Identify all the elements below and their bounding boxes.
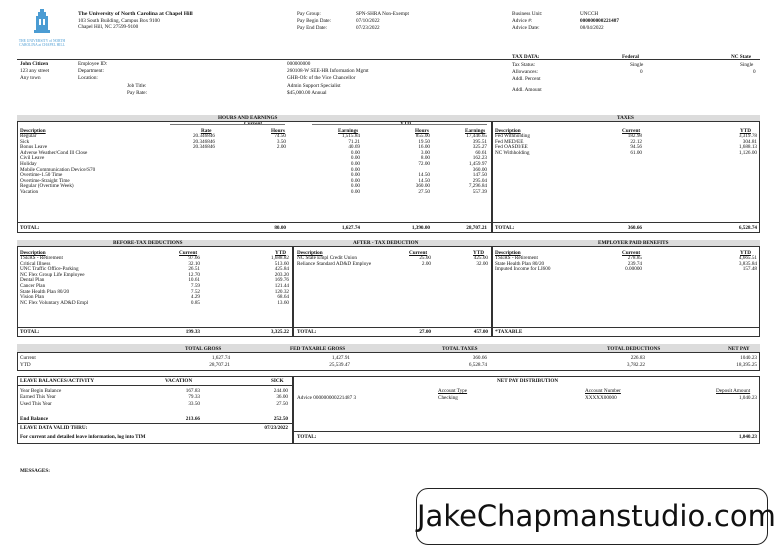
summary-total-deductions-header: TOTAL DEDUCTIONS — [607, 346, 661, 352]
before-tax-total-ytd: 3,325.22 — [270, 329, 289, 335]
ytd-bracket-line — [312, 124, 487, 125]
summary-ytd-net-pay: 18,395.25 — [736, 362, 757, 368]
leave-end-vacation: 213.66 — [185, 416, 200, 422]
summary-ytd-deductions: 3,782.22 — [626, 362, 645, 368]
department-label: Department: — [78, 68, 104, 74]
taxes-current-header: Current — [622, 128, 641, 134]
before-tax-current-header: Current — [179, 250, 198, 256]
hours-earnings-header: Earnings — [338, 128, 359, 134]
taxes-description-column: Fed Withholding Fed MED/EE Fed OASDI/EE NC Withholding — [495, 133, 530, 156]
summary-current-label: Current — [20, 355, 36, 361]
after-tax-total-rule — [293, 327, 492, 328]
benefits-desc-header: Description — [495, 250, 521, 256]
pay-begin-label: Pay Begin Date: — [297, 18, 331, 24]
summary-ytd-gross: 28,707.21 — [209, 362, 230, 368]
pay-begin-value: 07/10/2022 — [356, 18, 380, 24]
employee-id-label: Employee ID: — [78, 61, 108, 67]
benefits-current-header: Current — [622, 250, 641, 256]
earnings-current-column: 1,515.84 71.21 40.69 0.00 0.00 0.00 0.00 0.00 0.00 0.00 0.00 — [341, 133, 360, 195]
summary-current-taxes: 360.66 — [472, 355, 487, 361]
before-tax-ytd-header: YTD — [275, 250, 286, 256]
employer-name: The University of North Carolina at Chapel Hill — [78, 11, 193, 17]
tax-data-state-header: NC State — [731, 54, 752, 60]
pay-group-value: SPN-SHRA Non-Exempt — [356, 11, 409, 17]
net-pay-total-rule — [293, 431, 760, 432]
before-tax-ytd-column: 1,688.82 513.60 425.84 203.20 169.76 121.44 120.32 68.64 13.60 — [270, 255, 289, 306]
taxes-ytd-column: 3,319.78 304.81 1,688.13 1,126.00 — [738, 133, 757, 156]
bell-tower-icon — [18, 8, 66, 34]
summary-current-gross: 1,627.74 — [211, 355, 230, 361]
hours-ytd-hours-header: Hours — [415, 128, 429, 134]
net-pay-distribution-panel — [293, 376, 760, 444]
before-tax-total-rule — [17, 327, 293, 328]
after-tax-title: AFTER - TAX DEDUCTION — [353, 240, 419, 246]
watermark-badge — [416, 488, 776, 545]
net-pay-advice: Advice 000000000221487 3 — [297, 395, 357, 401]
summary-current-deductions: 226.83 — [630, 355, 645, 361]
taxes-ytd-header: YTD — [740, 128, 751, 134]
advice-number-value: 000000000221487 — [580, 18, 619, 24]
net-pay-deposit-amount: 1,040.23 — [738, 395, 757, 401]
after-tax-total-label: TOTAL: — [297, 329, 317, 335]
hours-total-ytd-hours: 1,390.00 — [411, 225, 430, 231]
leave-sick-column: 244.00 36.00 27.50 — [273, 388, 288, 407]
leave-tim-note: For current and detailed leave information, log into TIM — [20, 434, 146, 440]
after-tax-description-column: NC State Empl Credit Union Reliance Standard AD&D Employe — [297, 255, 372, 267]
current-bracket-line — [170, 124, 285, 125]
summary-total-gross-header: TOTAL GROSS — [185, 346, 222, 352]
taxes-desc-header: Description — [495, 128, 521, 134]
after-tax-current-header: Current — [409, 250, 428, 256]
allowances-label: Allowances: — [512, 69, 538, 75]
benefits-ytd-column: 4,665.51 3,835.84 157.48 — [738, 255, 757, 273]
summary-current-fed-taxable: 1,427.91 — [331, 355, 350, 361]
logo-text: THE UNIVERSITY of NORTH CAROLINA at CHAPEL HILL — [18, 39, 66, 48]
leave-end-balance-label: End Balance — [20, 416, 49, 422]
summary-ytd-label: YTD — [20, 362, 31, 368]
location-label: Location: — [78, 75, 98, 81]
before-tax-description-column: TSERS - Retirement Critical Illness UNC Traffic Office-Parking NC Flex Group Life Employee Dental Plan Cancer Plan State Health Plan 80/20 Vision Plan NC Flex Voluntary AD&D Empl — [20, 255, 89, 306]
before-tax-total-label: TOTAL: — [20, 329, 40, 335]
earnings-ytd-hours-column: 855.00 19.50 16.00 3.00 8.00 72.00 14.50 14.50 360.00 27.50 — [415, 133, 430, 195]
employee-address-1: 123 any street — [20, 68, 50, 74]
advice-date-label: Advice Date: — [512, 25, 540, 31]
before-tax-title: BEFORE-TAX DEDUCTIONS — [113, 240, 183, 246]
taxes-total-ytd: 6,528.74 — [738, 225, 757, 231]
job-title-value: Admin Support Specialist — [287, 83, 341, 89]
leave-labels-column: Year Begin Balance Earned This Year Used This Year — [20, 388, 62, 407]
net-pay-total-amount: 1,040.23 — [738, 434, 757, 440]
hours-earnings-title: HOURS AND EARNINGS — [218, 115, 278, 121]
taxes-total-rule — [492, 222, 760, 223]
net-pay-account-number: XXXXX00000 — [585, 395, 617, 401]
employee-address-2: Any town — [20, 75, 41, 81]
addl-percent-label: Addl. Percent — [512, 76, 541, 82]
net-pay-account-number-header: Account Number — [585, 388, 621, 394]
leave-valid-label: LEAVE DATA VALID THRU: — [20, 425, 88, 431]
watermark-text: JakeChapmanstudio.com — [417, 499, 776, 533]
pay-group-label: Pay Group: — [297, 11, 321, 17]
pay-end-value: 07/23/2022 — [356, 25, 380, 31]
leave-end-sick: 252.50 — [273, 416, 288, 422]
location-value: GHB-Ofc of the Vice Chancellor — [287, 75, 356, 81]
hours-total-rule — [17, 222, 492, 223]
hours-desc-header: Description — [20, 128, 46, 134]
net-pay-deposit-header: Deposit Amount — [716, 388, 751, 394]
net-pay-account-type-header: Account Type — [438, 388, 468, 394]
hours-ytd-earnings-header: Earnings — [465, 128, 486, 134]
benefits-ytd-header: YTD — [740, 250, 751, 256]
employer-address-2: Chapel Hill, NC 27599-9100 — [78, 24, 139, 30]
hours-hours-header: Hours — [271, 128, 285, 134]
before-tax-current-column: 97.66 32.10 26.51 12.70 10.61 7.59 7.52 4.29 0.85 — [188, 255, 200, 306]
business-unit-value: UNCCH — [580, 11, 599, 17]
after-tax-total-current: 27.00 — [419, 329, 431, 335]
earnings-hours-column: 74.50 3.50 2.00 — [274, 133, 286, 151]
earnings-ytd-column: 17,446.65 395.51 325.27 60.61 162.23 1,459.97 360.00 147.50 295.04 7,296.84 557.39 — [466, 133, 487, 195]
leave-valid-rule — [17, 423, 293, 424]
after-tax-desc-header: Description — [297, 250, 323, 256]
advice-date-value: 08/04/2022 — [580, 25, 604, 31]
employer-benefits-title: EMPLOYER PAID BENEFITS — [598, 240, 669, 246]
before-tax-desc-header: Description — [20, 250, 46, 256]
pay-end-label: Pay End Date: — [297, 25, 327, 31]
tax-data-federal-header: Federal — [622, 54, 639, 60]
job-title-label: Job Title: — [127, 83, 147, 89]
tax-data-title: TAX DATA: — [512, 54, 540, 60]
after-tax-total-ytd: 457.00 — [473, 329, 488, 335]
addl-amount-label: Addl. Amount — [512, 87, 542, 93]
summary-net-pay-header: NET PAY — [728, 346, 750, 352]
employer-address-1: 103 South Building, Campus Box 9100 — [78, 18, 160, 24]
leave-vacation-header: VACATION — [165, 378, 193, 384]
hours-total-ytd-earnings: 28,707.21 — [466, 225, 487, 231]
allowances-federal: 0 — [640, 69, 643, 75]
summary-current-net-pay: 1040.23 — [740, 355, 757, 361]
leave-sick-header: SICK — [271, 378, 284, 384]
messages-label: MESSAGES: — [20, 468, 50, 474]
leave-title-rule — [17, 385, 293, 386]
employee-id-value: 000000000 — [287, 61, 311, 67]
net-pay-account-type: Checking — [438, 395, 458, 401]
header-rule — [17, 59, 760, 60]
hours-rate-header: Rate — [201, 128, 212, 134]
business-unit-label: Business Unit: — [512, 11, 543, 17]
taxes-total-current: 360.66 — [627, 225, 642, 231]
summary-ytd-fed-taxable: 25,539.47 — [329, 362, 350, 368]
before-tax-total-current: 199.33 — [185, 329, 200, 335]
summary-ytd-taxes: 6,528.74 — [468, 362, 487, 368]
summary-total-taxes-header: TOTAL TAXES — [442, 346, 478, 352]
university-logo — [18, 8, 66, 48]
leave-vacation-column: 167.83 79.33 33.50 — [185, 388, 200, 407]
net-pay-title: NET PAY DISTRIBUTION — [497, 378, 559, 384]
earnings-description-column: Regular Sick Bonus Leave Adverse Weather/Cond Ill Close Civil Leave Holiday Mobile Communication Device/S70 Overtime-1.50 Time Overtime-Straight Time Regular (Overtime Week) Vacation — [20, 133, 96, 195]
hours-total-label: TOTAL: — [20, 225, 40, 231]
after-tax-ytd-header: YTD — [473, 250, 484, 256]
benefits-description-column: TSERS - Retirement State Health Plan 80/20 Imputed Income for LI600 — [495, 255, 551, 273]
leave-valid-date: 07/23/2022 — [264, 425, 288, 431]
after-tax-current-column: 25.00 2.00 — [419, 255, 431, 267]
hours-total-hours: 80.00 — [274, 225, 286, 231]
employee-name: John Citizen — [20, 61, 49, 67]
net-pay-total-label: TOTAL: — [297, 434, 317, 440]
tax-status-federal: Single — [630, 62, 644, 68]
hours-total-earnings: 1,627.74 — [341, 225, 360, 231]
benefits-current-column: 278.85 239.74 0.00000 — [625, 255, 642, 273]
advice-number-label: Advice #: — [512, 18, 533, 24]
tax-status-state: Single — [740, 62, 754, 68]
taxes-title: TAXES — [617, 115, 634, 121]
pay-rate-value: $45,000.00 Annual — [287, 90, 327, 96]
leave-title: LEAVE BALANCES/ACTIVITY — [20, 378, 95, 384]
taxes-total-label: TOTAL: — [495, 225, 515, 231]
allowances-state: 0 — [753, 69, 756, 75]
taxes-current-column: 182.98 22.12 94.56 61.00 — [627, 133, 642, 156]
earnings-rate-column: 20.346846 20.346846 20.346846 — [192, 133, 215, 151]
department-value: 260108-W SEE-HR Information Mgmt — [287, 68, 369, 74]
pay-rate-label: Pay Rate: — [127, 90, 148, 96]
benefits-total-rule — [492, 327, 760, 328]
benefits-taxable-label: *TAXABLE — [495, 329, 523, 335]
after-tax-ytd-column: 425.00 32.00 — [473, 255, 488, 267]
tax-status-label: Tax Status: — [512, 62, 536, 68]
summary-fed-taxable-header: FED TAXABLE GROSS — [290, 346, 346, 352]
